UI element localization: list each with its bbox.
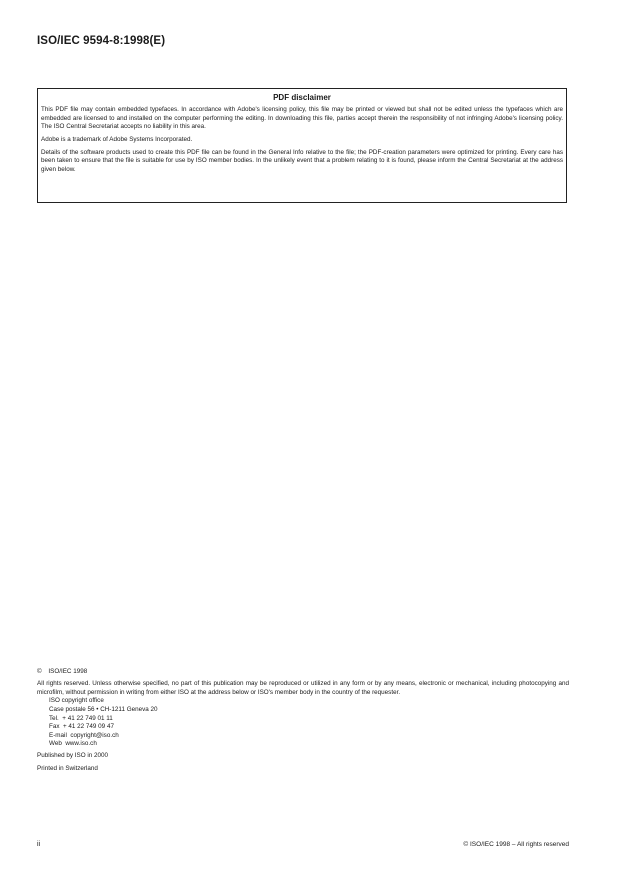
office-fax: Fax + 41 22 749 09 47 <box>49 723 114 731</box>
disclaimer-paragraph-software: Details of the software products used to create this PDF file can be found in the General Info relative to the file; the PDF-creation parameters were optimized for printing. Every care has been taken to ensure that the file is suitable for use by ISO member bodies. In the unlikely event that a problem relating to it is found, please inform the Central Secretariat at the address given below. <box>41 148 563 173</box>
page-number: ii <box>37 841 41 848</box>
office-name: ISO copyright office <box>49 697 104 705</box>
disclaimer-title: PDF disclaimer <box>273 93 331 102</box>
printed-in: Printed in Switzerland <box>37 764 98 772</box>
copyright-office-address <box>37 697 569 749</box>
pdf-disclaimer-box <box>37 88 567 203</box>
copyright-block <box>37 668 569 777</box>
copyright-symbol: © <box>37 668 42 675</box>
copyright-holder: ISO/IEC 1998 <box>48 668 88 675</box>
office-website: Web www.iso.ch <box>49 740 97 748</box>
office-telephone: Tel. + 41 22 749 01 11 <box>49 714 113 722</box>
copyright-line <box>37 668 569 677</box>
published-by: Published by ISO in 2000 <box>37 751 109 759</box>
document-id-header: ISO/IEC 9594-8:1998(E) <box>37 35 166 47</box>
footer-rights-notice: © ISO/IEC 1998 – All rights reserved <box>463 841 569 848</box>
office-email: E-mail copyright@iso.ch <box>49 731 119 739</box>
rights-statement: All rights reserved. Unless otherwise specified, no part of this publication may be reproduced or utilized in any form or by any means, electronic or mechanical, including photocopying and microfilm, without permission in writing from either ISO at the address below or ISO's member body in the country of the requester. <box>37 680 569 696</box>
disclaimer-paragraph-typefaces: This PDF file may contain embedded typefaces. In accordance with Adobe's licensing policy, this file may be printed or viewed but shall not be edited unless the typefaces which are embedded are licensed to and installed on the computer performing the editing. In downloading this file, parties accept therein the responsibility of not infringing Adobe's licensing policy. The ISO Central Secretariat accepts no liability in this area. <box>41 106 563 131</box>
office-postal-address: Case postale 56 • CH-1211 Geneva 20 <box>49 705 158 713</box>
disclaimer-paragraph-trademark: Adobe is a trademark of Adobe Systems Incorporated. <box>41 135 193 143</box>
